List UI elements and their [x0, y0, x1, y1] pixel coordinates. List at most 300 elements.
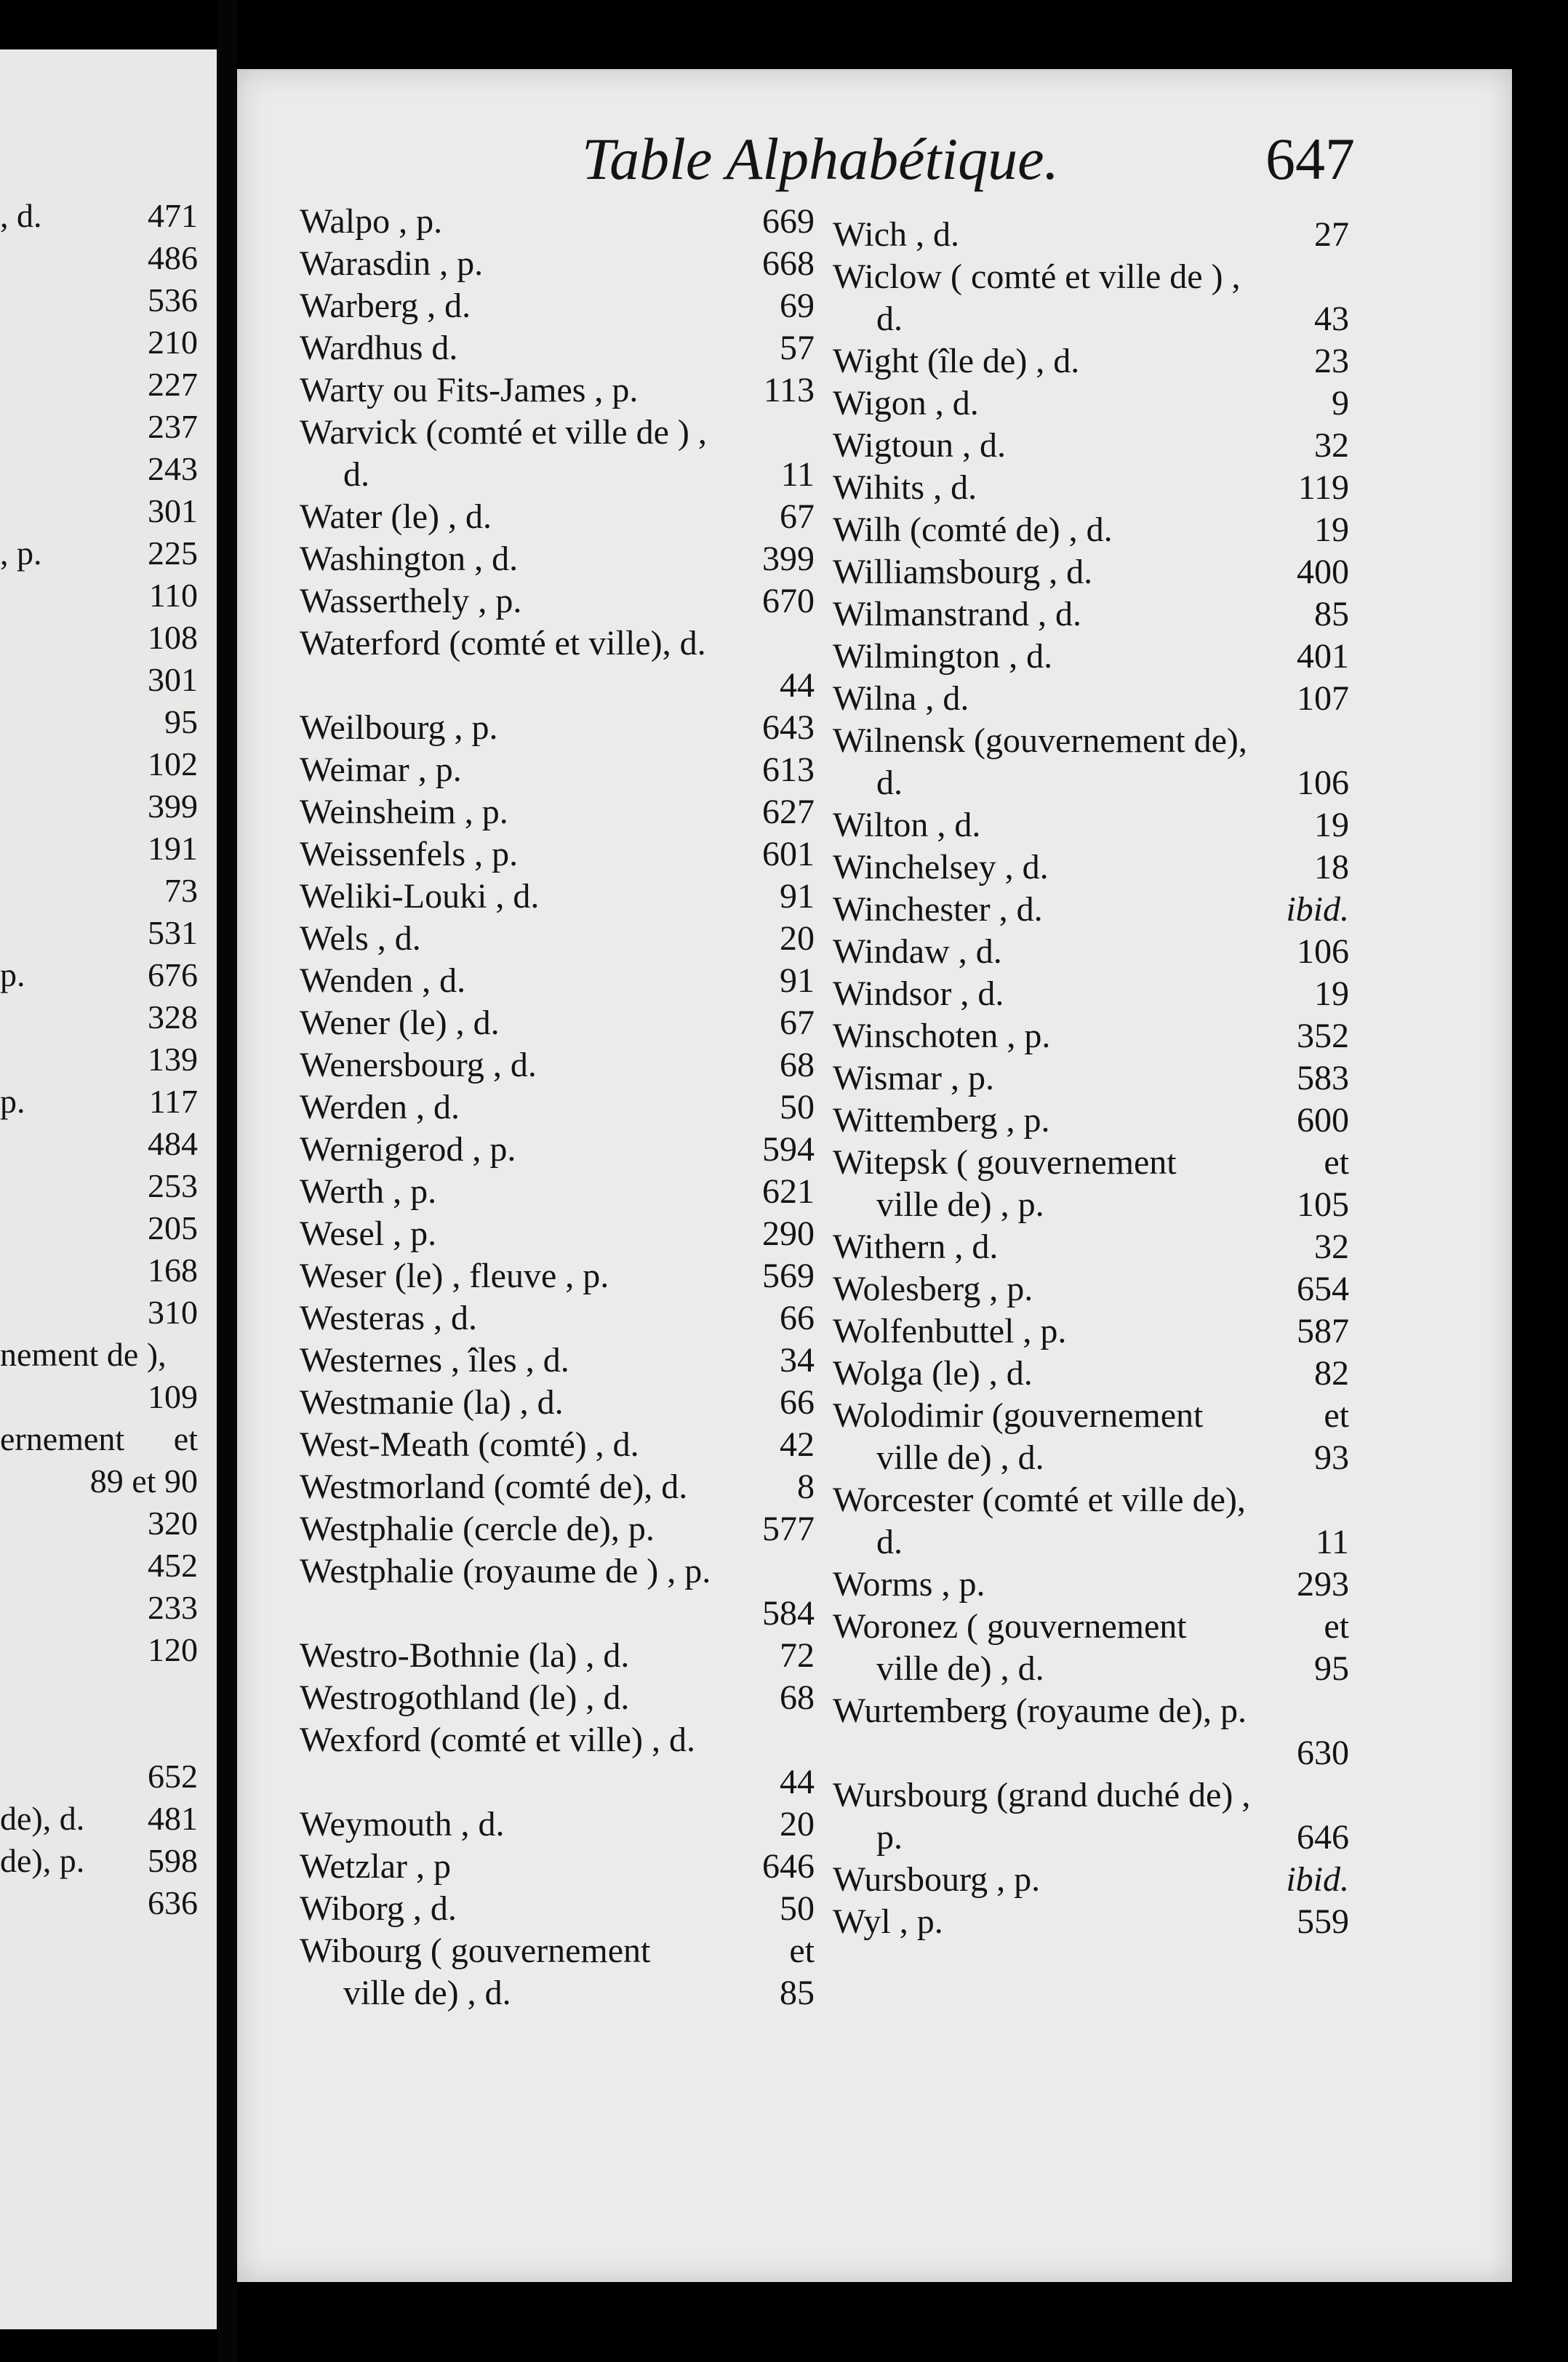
index-entry-page: 569 — [762, 1257, 815, 1295]
index-entry — [833, 509, 1349, 551]
index-entry-page: 106 — [1297, 932, 1349, 971]
index-entry-page: 20 — [780, 1805, 815, 1843]
index-entry — [0, 364, 198, 406]
index-entry-name: de), p. — [0, 1842, 85, 1879]
index-entry-page: 559 — [1297, 1902, 1349, 1941]
index-entry — [0, 532, 198, 575]
index-entry-page: et — [789, 1931, 815, 1970]
index-entry-name: de), d. — [0, 1800, 85, 1837]
index-entry — [0, 490, 198, 532]
index-entry-name: p. — [0, 1083, 25, 1120]
index-entry-page: 44 — [780, 1763, 815, 1801]
index-entry-name: Wilh (comté de) , d. — [833, 511, 1113, 549]
index-entry-name: ville de) , d. — [876, 1649, 1044, 1688]
index-entry — [833, 1521, 1349, 1564]
index-entry-name: ernement — [0, 1420, 125, 1457]
index-entry-page: 669 — [762, 202, 815, 241]
index-entry — [833, 1648, 1349, 1690]
index-entry-page: 11 — [780, 455, 815, 494]
index-entry — [833, 762, 1349, 804]
index-entry — [300, 1255, 815, 1297]
index-entry-page: 27 — [1314, 215, 1349, 254]
index-entry — [833, 1226, 1349, 1268]
index-entry-page: 89 et 90 — [89, 1462, 198, 1500]
index-entry-name: Wilna , d. — [833, 679, 969, 718]
index-entry-name: Winchester , d. — [833, 890, 1043, 929]
index-entry — [833, 804, 1349, 846]
index-entry — [0, 195, 198, 237]
index-entry — [0, 659, 198, 701]
index-entry — [833, 1564, 1349, 1606]
index-entry-name: Weser (le) , fleuve , p. — [300, 1257, 609, 1295]
index-entry-name: Wels , d. — [300, 919, 421, 958]
index-entry — [300, 1002, 815, 1044]
index-entry-name: Wich , d. — [833, 215, 960, 254]
index-entry-page: et — [1324, 1143, 1349, 1182]
index-entry-page: 594 — [762, 1130, 815, 1169]
index-entry-page: 69 — [780, 287, 815, 325]
index-entry-name: Windaw , d. — [833, 932, 1002, 971]
index-entry — [300, 412, 815, 454]
index-entry — [0, 1038, 198, 1081]
index-entry — [300, 1508, 815, 1550]
index-entry — [300, 1972, 815, 2014]
index-entry-name: , p. — [0, 535, 42, 572]
index-entry-page: 32 — [1314, 1228, 1349, 1266]
index-entry — [833, 1395, 1349, 1437]
index-entry — [833, 340, 1349, 383]
index-entry — [0, 1376, 198, 1418]
index-entry-page: ibid. — [1286, 1860, 1349, 1899]
index-entry-name: Wolodimir (gouvernement — [833, 1396, 1204, 1435]
index-entry-name: Withern , d. — [833, 1228, 999, 1266]
index-entry — [300, 1086, 815, 1129]
index-entry-name: Walpo , p. — [300, 202, 443, 241]
index-entry — [300, 580, 815, 622]
index-entry-page: 320 — [148, 1505, 198, 1542]
index-entry-name: Warvick (comté et ville de ) , — [300, 413, 707, 452]
index-entry-page: 253 — [148, 1167, 198, 1204]
index-entry-page: 66 — [780, 1383, 815, 1422]
index-entry-name: Wilton , d. — [833, 806, 981, 844]
index-entry-name: Wenersbourg , d. — [300, 1046, 537, 1084]
index-entry — [833, 1057, 1349, 1100]
index-entry-page: 401 — [1297, 637, 1349, 676]
index-entry-page: 310 — [148, 1294, 198, 1331]
page-title: Table Alphabétique. — [582, 126, 1059, 192]
index-entry-page: 120 — [148, 1631, 198, 1668]
index-entry-page: 481 — [148, 1800, 198, 1837]
index-entry-name: Witepsk ( gouvernement — [833, 1143, 1177, 1182]
index-entry-name: Wyl , p. — [833, 1902, 943, 1941]
index-entry — [0, 1334, 198, 1376]
index-entry-name: Westphalie (cercle de), p. — [300, 1510, 655, 1548]
index-entry-page: 471 — [148, 197, 198, 234]
index-entry — [0, 1123, 198, 1165]
index-entry-page: 399 — [762, 540, 815, 578]
index-entry-page: 636 — [148, 1884, 198, 1921]
index-entry-page: et — [173, 1420, 198, 1457]
index-entry — [833, 298, 1349, 340]
index-entry — [300, 1635, 815, 1677]
index-entry — [833, 383, 1349, 425]
index-entry-name: Williamsbourg , d. — [833, 553, 1093, 591]
index-entry-name: Westphalie (royaume de ) , p. — [300, 1552, 711, 1590]
index-entry-page: 668 — [762, 244, 815, 283]
index-entry-name: Wismar , p. — [833, 1059, 995, 1097]
index-entry-name: Warty ou Fits-James , p. — [300, 371, 639, 409]
index-entry — [0, 279, 198, 321]
index-entry-page: ibid. — [1286, 890, 1349, 929]
index-entry — [300, 1846, 815, 1888]
index-entry — [0, 743, 198, 785]
index-entry-page: 113 — [763, 371, 815, 409]
index-entry — [0, 1671, 198, 1713]
index-entry-page: 119 — [1297, 468, 1349, 507]
index-entry — [833, 636, 1349, 678]
index-entry — [0, 1798, 198, 1840]
index-entry — [0, 954, 198, 996]
index-entry — [833, 889, 1349, 931]
index-entry — [300, 918, 815, 960]
index-entry-page: 400 — [1297, 553, 1349, 591]
index-entry-page: 583 — [1297, 1059, 1349, 1097]
index-entry-page: 676 — [148, 956, 198, 993]
index-entry-page: 67 — [780, 1004, 815, 1042]
index-entry — [833, 1732, 1349, 1774]
index-entry-page: 44 — [780, 666, 815, 705]
index-entry — [833, 678, 1349, 720]
index-entry-name: Weissenfels , p. — [300, 835, 519, 873]
index-entry-page: 484 — [148, 1125, 198, 1162]
index-entry-page: 536 — [148, 281, 198, 319]
index-entry-page: 652 — [148, 1758, 198, 1795]
index-entry — [833, 1310, 1349, 1353]
index-entry-page: 227 — [148, 366, 198, 403]
index-entry — [833, 1774, 1349, 1817]
index-entry-page: 34 — [780, 1341, 815, 1380]
index-entry — [0, 1882, 198, 1924]
index-entry — [0, 785, 198, 828]
index-entry — [833, 1817, 1349, 1859]
index-entry-page: 643 — [762, 708, 815, 747]
index-entry — [0, 1081, 198, 1123]
index-entry — [833, 1353, 1349, 1395]
index-entry — [833, 931, 1349, 973]
index-entry-name: Wexford (comté et ville) , d. — [300, 1721, 695, 1759]
index-entry-page: 627 — [762, 793, 815, 831]
index-entry-name: Wolesberg , p. — [833, 1270, 1033, 1308]
index-entry-page: 68 — [780, 1046, 815, 1084]
index-entry — [833, 1859, 1349, 1901]
index-entry — [0, 1292, 198, 1334]
index-entry-name: Westeras , d. — [300, 1299, 478, 1337]
index-entry — [300, 791, 815, 833]
index-entry — [300, 285, 815, 327]
index-entry-page: 50 — [780, 1088, 815, 1126]
index-entry-name: ville de) , p. — [876, 1185, 1044, 1224]
index-entry-page: 19 — [1314, 974, 1349, 1013]
index-entry-name: Wesel , p. — [300, 1214, 437, 1253]
index-entry-page: 205 — [148, 1209, 198, 1246]
index-entry-page: 243 — [148, 450, 198, 487]
index-entry-page: 68 — [780, 1678, 815, 1717]
index-entry-page: 85 — [1314, 595, 1349, 633]
index-entry — [300, 1044, 815, 1086]
index-entry-page: et — [1324, 1607, 1349, 1646]
index-entry-page: 91 — [780, 877, 815, 916]
index-entry-name: nement de ), — [0, 1336, 167, 1373]
index-entry — [833, 1268, 1349, 1310]
index-entry-page: 102 — [148, 745, 198, 782]
index-entry — [300, 1424, 815, 1466]
index-entry-name: Wolfenbuttel , p. — [833, 1312, 1067, 1350]
index-entry-page: 73 — [164, 872, 198, 909]
index-entry-name: Wibourg ( gouvernement — [300, 1931, 651, 1970]
index-entry-name: Wasserthely , p. — [300, 582, 522, 620]
index-entry-page: et — [1324, 1396, 1349, 1435]
index-entry-name: Warasdin , p. — [300, 244, 484, 283]
index-entry — [0, 237, 198, 279]
index-entry-page: 108 — [148, 619, 198, 656]
index-entry-page: 43 — [1314, 300, 1349, 338]
index-entry-page: 630 — [1297, 1734, 1349, 1772]
index-entry-name: Westernes , îles , d. — [300, 1341, 569, 1380]
index-entry — [833, 467, 1349, 509]
index-entry-name: Weliki-Louki , d. — [300, 877, 540, 916]
index-entry-page: 191 — [148, 830, 198, 867]
index-entry-page: 19 — [1314, 511, 1349, 549]
index-entry — [0, 575, 198, 617]
index-entry — [300, 369, 815, 412]
index-entry-page: 601 — [762, 835, 815, 873]
index-entry-name: Wener (le) , d. — [300, 1004, 500, 1042]
index-entry — [0, 828, 198, 870]
index-entry — [0, 1713, 198, 1756]
index-entry — [833, 593, 1349, 636]
index-entry-name: Weilbourg , p. — [300, 708, 498, 747]
index-entry-page: 168 — [148, 1252, 198, 1289]
index-entry-name: Wolga (le) , d. — [833, 1354, 1033, 1393]
index-entry-name: ville de) , d. — [876, 1438, 1044, 1477]
index-entry — [833, 846, 1349, 889]
index-entry — [300, 749, 815, 791]
index-entry — [0, 1502, 198, 1545]
index-entry-name: Worms , p. — [833, 1565, 985, 1604]
index-entry-name: Waterford (comté et ville), d. — [300, 624, 706, 662]
index-entry-name: Warberg , d. — [300, 287, 471, 325]
index-entry — [0, 1840, 198, 1882]
index-entry — [0, 1165, 198, 1207]
index-entry — [833, 1184, 1349, 1226]
index-entry-name: Wittemberg , p. — [833, 1101, 1050, 1140]
index-entry — [300, 1171, 815, 1213]
index-entry-name: Wiborg , d. — [300, 1889, 457, 1928]
index-entry-name: Wilmington , d. — [833, 637, 1053, 676]
index-entry — [833, 1479, 1349, 1521]
index-entry — [300, 1593, 815, 1635]
index-entry-page: 93 — [1314, 1438, 1349, 1477]
index-entry-name: p. — [0, 956, 25, 993]
index-entry-page: 8 — [797, 1468, 815, 1506]
index-entry — [300, 327, 815, 369]
index-entry-page: 584 — [762, 1594, 815, 1633]
index-entry-page: 20 — [780, 919, 815, 958]
index-entry-page: 587 — [1297, 1312, 1349, 1350]
index-entry-page: 646 — [762, 1847, 815, 1886]
index-entry-name: Washington , d. — [300, 540, 519, 578]
index-entry-name: Weinsheim , p. — [300, 793, 508, 831]
index-entry — [0, 996, 198, 1038]
index-entry — [300, 454, 815, 496]
index-entry-name: Wursbourg (grand duché de) , — [833, 1776, 1251, 1814]
index-entry-page: 32 — [1314, 426, 1349, 465]
index-entry-page: 646 — [1297, 1818, 1349, 1857]
index-entry-page: 19 — [1314, 806, 1349, 844]
index-entry-page: 293 — [1297, 1565, 1349, 1604]
index-entry — [833, 256, 1349, 298]
index-entry — [833, 1690, 1349, 1732]
index-entry-page: 105 — [1297, 1185, 1349, 1224]
index-entry-page: 67 — [780, 497, 815, 536]
index-entry-page: 452 — [148, 1547, 198, 1584]
index-entry — [833, 1142, 1349, 1184]
index-entry-page: 670 — [762, 582, 815, 620]
index-entry-page: 9 — [1332, 384, 1349, 423]
index-entry-page: 57 — [780, 329, 815, 367]
index-entry — [833, 1437, 1349, 1479]
index-entry-name: , d. — [0, 197, 42, 234]
index-entry-page: 621 — [762, 1172, 815, 1211]
index-entry — [0, 617, 198, 659]
index-entry — [833, 551, 1349, 593]
index-entry — [300, 876, 815, 918]
index-entry — [300, 1129, 815, 1171]
index-entry-name: Wursbourg , p. — [833, 1860, 1041, 1899]
index-entry-page: 577 — [762, 1510, 815, 1548]
index-entry — [0, 406, 198, 448]
index-entry-name: d. — [876, 764, 903, 802]
index-entry-page: 110 — [148, 577, 198, 614]
index-entry-page: 139 — [148, 1041, 198, 1078]
index-entry-name: Westrogothland (le) , d. — [300, 1678, 630, 1717]
index-entry — [0, 912, 198, 954]
index-entry — [300, 622, 815, 665]
index-entry-page: 486 — [148, 239, 198, 276]
index-entry — [300, 960, 815, 1002]
index-entry-name: Wilmanstrand , d. — [833, 595, 1081, 633]
index-entry — [300, 1930, 815, 1972]
index-entry — [300, 538, 815, 580]
index-entry — [300, 1297, 815, 1340]
index-entry — [0, 1249, 198, 1292]
index-entry-page: 352 — [1297, 1017, 1349, 1055]
index-entry-page: 106 — [1297, 764, 1349, 802]
index-entry-name: Werden , d. — [300, 1088, 460, 1126]
index-entry — [300, 1466, 815, 1508]
index-entry — [833, 720, 1349, 762]
index-entry-page: 95 — [164, 703, 198, 740]
index-entry — [300, 243, 815, 285]
index-entry-name: Wiclow ( comté et ville de ) , — [833, 257, 1241, 296]
index-entry — [0, 1460, 198, 1502]
index-entry — [0, 321, 198, 364]
index-entry-page: 18 — [1314, 848, 1349, 886]
index-entry-name: Westmorland (comté de), d. — [300, 1468, 688, 1506]
index-entry — [300, 1719, 815, 1761]
index-entry-page: 225 — [148, 535, 198, 572]
index-entry-name: Winchelsey , d. — [833, 848, 1049, 886]
index-entry-name: Weymouth , d. — [300, 1805, 505, 1843]
index-entry — [0, 1756, 198, 1798]
index-entry-page: 66 — [780, 1299, 815, 1337]
index-entry-name: Westro-Bothnie (la) , d. — [300, 1636, 630, 1675]
index-entry-name: Windsor , d. — [833, 974, 1004, 1013]
index-entry — [300, 833, 815, 876]
index-entry-page: 301 — [148, 661, 198, 698]
index-entry-page: 95 — [1314, 1649, 1349, 1688]
index-entry-page: 11 — [1315, 1523, 1349, 1561]
index-entry — [0, 448, 198, 490]
index-entry-page: 117 — [148, 1083, 198, 1120]
page-gutter — [217, 0, 237, 2362]
index-entry — [300, 1382, 815, 1424]
index-entry-page: 42 — [780, 1425, 815, 1464]
index-entry — [300, 1761, 815, 1803]
index-entry — [300, 1340, 815, 1382]
index-entry-page: 531 — [148, 914, 198, 951]
index-entry-page: 328 — [148, 998, 198, 1036]
index-entry-page: 82 — [1314, 1354, 1349, 1393]
index-entry-page: 290 — [762, 1214, 815, 1253]
index-entry-name: Weimar , p. — [300, 750, 462, 789]
index-entry-name: Wight (île de) , d. — [833, 342, 1080, 380]
page-number: 647 — [1265, 126, 1355, 192]
index-entry-page: 237 — [148, 408, 198, 445]
index-entry-name: Westmanie (la) , d. — [300, 1383, 564, 1422]
index-entry-page: 107 — [1297, 679, 1349, 718]
index-entry-page: 85 — [780, 1974, 815, 2012]
index-entry — [0, 1587, 198, 1629]
index-entry — [833, 425, 1349, 467]
index-entry — [833, 973, 1349, 1015]
index-entry-page: 598 — [148, 1842, 198, 1879]
index-entry — [300, 496, 815, 538]
index-entry-name: Water (le) , d. — [300, 497, 492, 536]
index-entry-name: Winschoten , p. — [833, 1017, 1051, 1055]
index-entry-page: 301 — [148, 492, 198, 529]
index-entry — [833, 1901, 1349, 1943]
index-entry-page: 91 — [780, 961, 815, 1000]
index-entry-name: Wenden , d. — [300, 961, 466, 1000]
index-entry-page: 23 — [1314, 342, 1349, 380]
index-entry-name: Wilnensk (gouvernement de), — [833, 721, 1247, 760]
index-entry — [0, 701, 198, 743]
index-entry-name: Woronez ( gouvernement — [833, 1607, 1187, 1646]
index-entry-name: Wigtoun , d. — [833, 426, 1007, 465]
index-entry-page: 613 — [762, 750, 815, 789]
index-entry-name: d. — [876, 1523, 903, 1561]
index-entry — [0, 1629, 198, 1671]
index-entry-page: 399 — [148, 788, 198, 825]
index-entry — [300, 201, 815, 243]
index-entry-name: Wetzlar , p — [300, 1847, 452, 1886]
index-entry-page: 600 — [1297, 1101, 1349, 1140]
index-entry-page: 654 — [1297, 1270, 1349, 1308]
index-entry — [300, 1213, 815, 1255]
index-entry-name: Worcester (comté et ville de), — [833, 1481, 1246, 1519]
index-entry-name: d. — [876, 300, 903, 338]
